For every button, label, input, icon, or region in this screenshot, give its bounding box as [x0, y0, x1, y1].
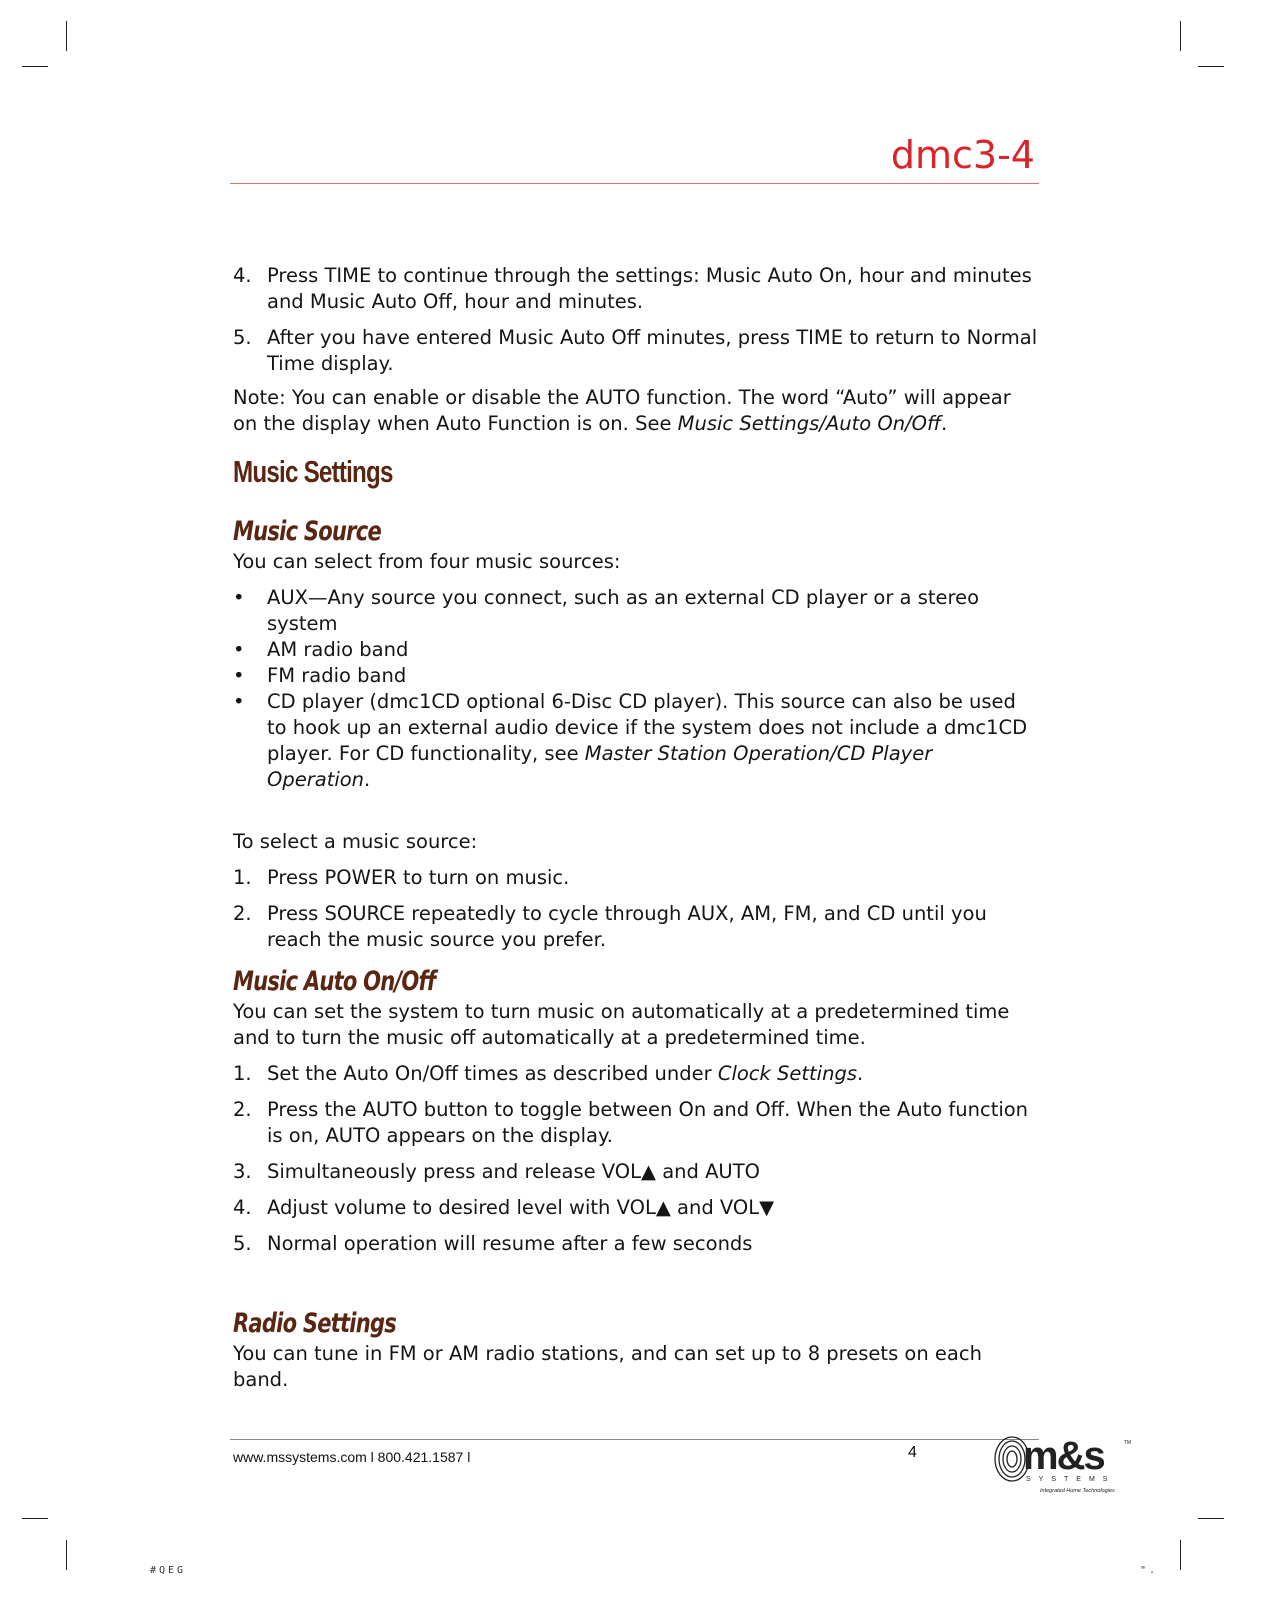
company-logo: [988, 1434, 1138, 1498]
list-item: • AM radio band: [233, 638, 409, 661]
page-content: [233, 263, 1038, 1393]
crop-mark: [1180, 1540, 1181, 1570]
logo-subtext: SYSTEMS: [1026, 1476, 1116, 1483]
section-heading-music-settings: Music Settings: [233, 454, 393, 489]
subheading-radio-settings: Radio Settings: [233, 1308, 397, 1339]
logo-tagline: Integrated Home Technologies: [1040, 1488, 1115, 1494]
list-item: 2. Press the AUTO button to toggle between On and Off. When the Auto function is on, AUTO appears on the display.: [233, 1098, 1029, 1147]
logo-text: m&s: [1023, 1434, 1104, 1478]
paragraph: To select a music source:: [233, 830, 478, 853]
crop-mark: [66, 21, 67, 51]
crop-mark: [22, 1518, 48, 1519]
list-item: 1. Press POWER to turn on music.: [233, 866, 570, 889]
note: Note: You can enable or disable the AUTO function. The word “Auto” will appear on the display when Auto Function is on. See Music Settings/Auto On/Off.: [233, 386, 1011, 435]
crop-mark: [1198, 66, 1224, 67]
select-source-steps: [233, 865, 1038, 953]
sound-waves-icon: [988, 1436, 1028, 1482]
list-item: 4. Adjust volume to desired level with VOL▲ and VOL▼: [233, 1196, 775, 1219]
list-item: 5. Normal operation will resume after a few seconds: [233, 1232, 753, 1255]
header-rule: [230, 183, 1039, 184]
paragraph: You can select from four music sources:: [233, 550, 621, 573]
list-item: 5. After you have entered Music Auto Off minutes, press TIME to return to Normal Time display.: [233, 326, 1038, 375]
list-item: • FM radio band: [233, 664, 407, 687]
crop-mark: [66, 1540, 67, 1570]
logo-trademark: TM: [1124, 1440, 1132, 1446]
crop-mark: [1198, 1518, 1224, 1519]
continued-steps: [233, 263, 1038, 377]
list-item: 3. Simultaneously press and release VOL▲ and AUTO: [233, 1160, 760, 1183]
print-slug-left: #QEG: [150, 1565, 187, 1576]
list-item: • AUX—Any source you connect, such as an external CD player or a stereo system: [233, 586, 980, 635]
source-bullet-list: [233, 585, 1038, 793]
auto-steps: [233, 1061, 1038, 1257]
crop-mark: [1180, 21, 1181, 51]
print-slug-right: ".: [1140, 1565, 1159, 1576]
page-number: 4: [908, 1444, 917, 1461]
subheading-music-auto: Music Auto On/Off: [233, 966, 436, 997]
paragraph: You can tune in FM or AM radio stations, and can set up to 8 presets on each band.: [233, 1342, 982, 1391]
crop-mark: [22, 66, 48, 67]
list-item: 2. Press SOURCE repeatedly to cycle through AUX, AM, FM, and CD until you reach the music source you prefer.: [233, 902, 987, 951]
list-item: • CD player (dmc1CD optional 6-Disc CD player). This source can also be used to hook up an external audio device if the system does not include a dmc1CD player. For CD functionality, see Master Station Operation/CD Player Operation.: [233, 690, 1028, 791]
subheading-music-source: Music Source: [233, 516, 381, 547]
list-item: 4. Press TIME to continue through the settings: Music Auto On, hour and minutes and Music Auto Off, hour and minutes.: [233, 264, 1032, 313]
page-title: dmc3-4: [890, 133, 1035, 177]
paragraph: You can set the system to turn music on automatically at a predetermined time and to turn the music off automatically at a predetermined time.: [233, 1000, 1010, 1049]
footer-rule: [230, 1439, 1039, 1440]
footer-contact: www.mssystems.com l 800.421.1587 l: [233, 1449, 471, 1465]
list-item: 1. Set the Auto On/Off times as described under Clock Settings.: [233, 1062, 864, 1085]
